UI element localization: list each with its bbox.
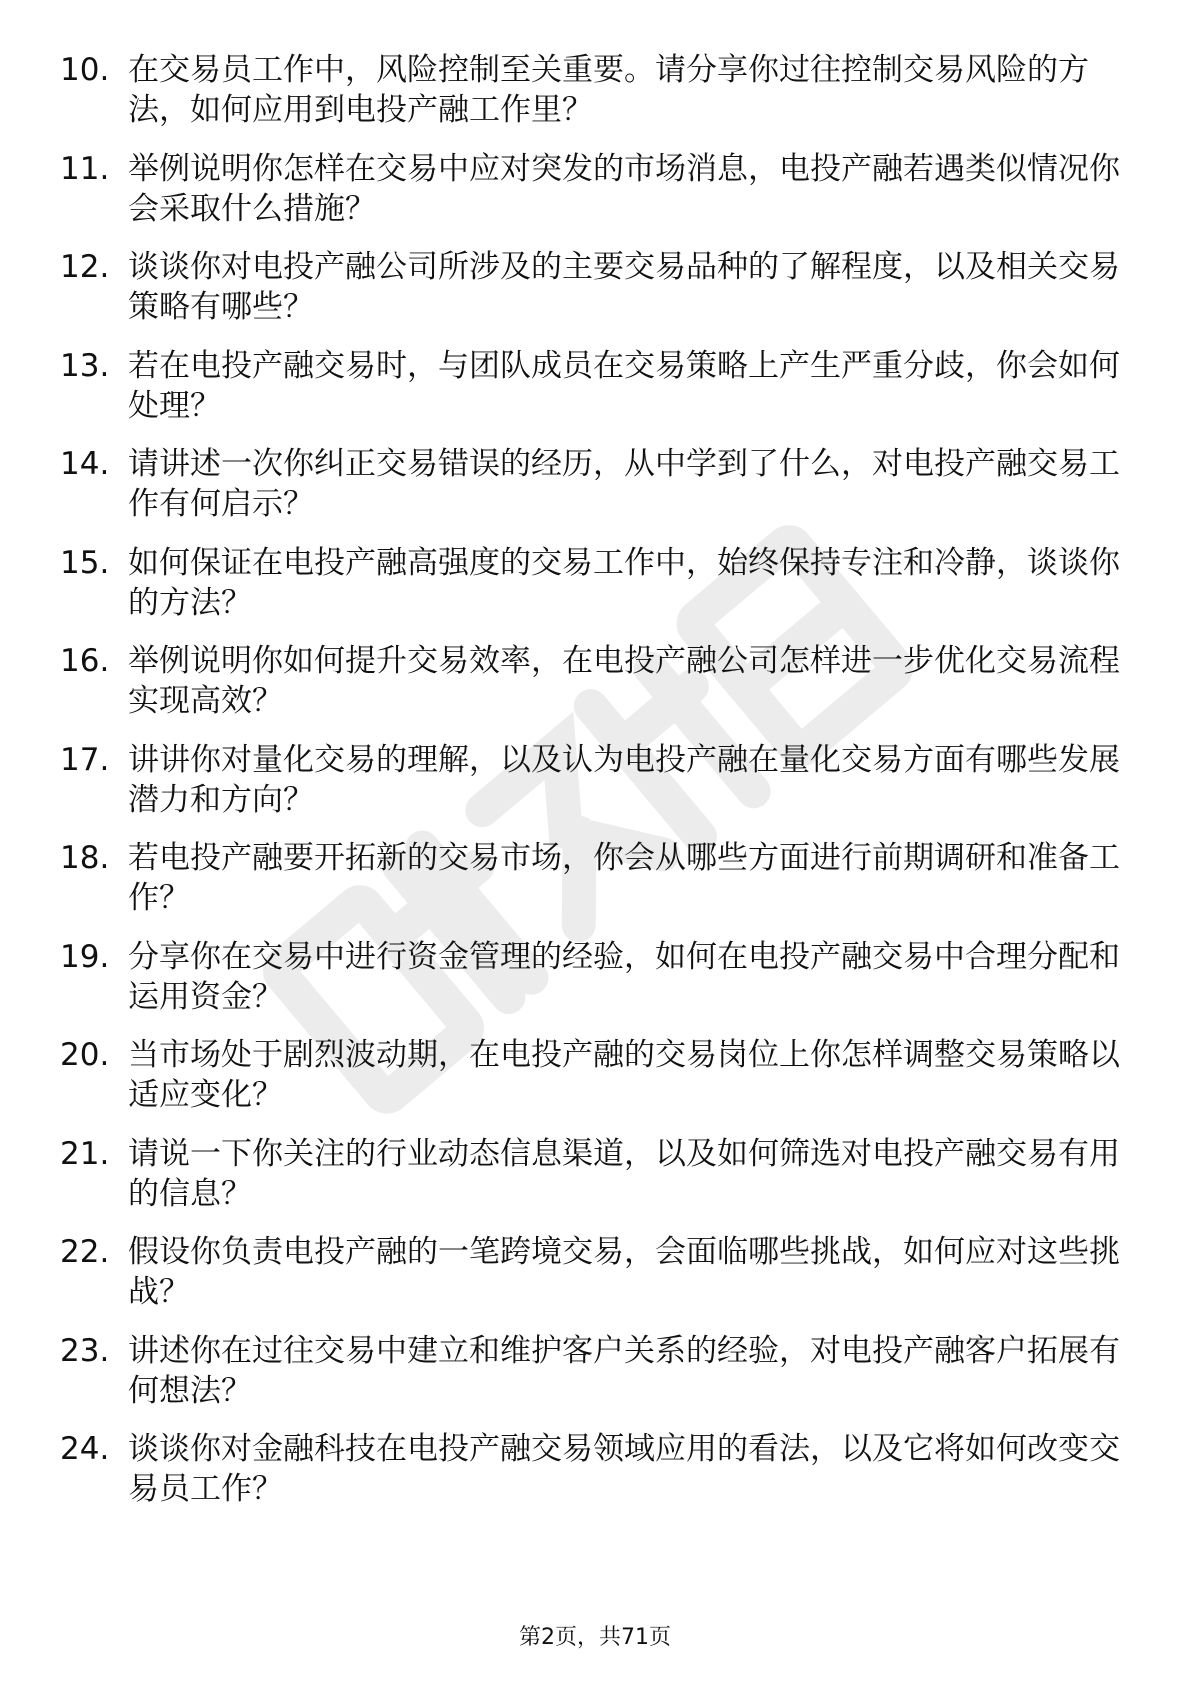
question-item — [60, 937, 1120, 1017]
question-number: 24. — [60, 1431, 110, 1467]
question-item — [60, 641, 1120, 721]
question-text: 若在电投产融交易时，与团队成员在交易策略上产生严重分歧，你会如何处理？ — [128, 347, 1120, 424]
question-item — [60, 740, 1120, 820]
question-number: 17. — [60, 741, 110, 778]
question-item — [60, 543, 1120, 623]
question-number: 13. — [60, 347, 110, 384]
question-number: 18. — [60, 840, 110, 876]
question-item — [60, 838, 1120, 918]
question-item — [60, 247, 1120, 327]
question-number: 11. — [60, 150, 110, 187]
question-text: 请讲述一次你纠正交易错误的经历，从中学到了什么，对电投产融交易工作有何启示？ — [128, 446, 1120, 522]
question-list — [60, 50, 1120, 1528]
question-item — [60, 1331, 1120, 1411]
question-number: 12. — [60, 249, 110, 285]
question-item — [60, 149, 1120, 229]
question-item — [60, 1429, 1120, 1509]
question-number: 16. — [60, 643, 110, 679]
question-text: 在交易员工作中，风险控制至关重要。请分享你过往控制交易风险的方法，如何应用到电投产融工作里？ — [128, 52, 1089, 128]
question-item — [60, 1134, 1120, 1214]
question-item — [60, 50, 1120, 130]
question-text: 谈谈你对金融科技在电投产融交易领域应用的看法，以及它将如何改变交易员工作？ — [128, 1431, 1120, 1507]
question-item — [60, 444, 1120, 524]
question-text: 举例说明你怎样在交易中应对突发的市场消息，电投产融若遇类似情况你会采取什么措施？ — [128, 150, 1120, 227]
question-number: 21. — [60, 1135, 110, 1172]
question-number: 22. — [60, 1234, 110, 1270]
question-text: 举例说明你如何提升交易效率，在电投产融公司怎样进一步优化交易流程实现高效？ — [128, 643, 1120, 719]
question-text: 若电投产融要开拓新的交易市场，你会从哪些方面进行前期调研和准备工作？ — [128, 840, 1120, 916]
question-number: 14. — [60, 446, 110, 482]
question-number: 15. — [60, 544, 110, 581]
question-text: 请说一下你关注的行业动态信息渠道，以及如何筛选对电投产融交易有用的信息？ — [128, 1135, 1120, 1212]
question-number: 10. — [60, 52, 110, 88]
question-item — [60, 1035, 1120, 1115]
question-text: 讲讲你对量化交易的理解，以及认为电投产融在量化交易方面有哪些发展潜力和方向？ — [128, 741, 1120, 818]
page-number-label: 第2页，共71页 — [519, 1625, 671, 1650]
question-item — [60, 346, 1120, 426]
page-footer — [0, 1620, 1190, 1651]
question-text: 谈谈你对电投产融公司所涉及的主要交易品种的了解程度，以及相关交易策略有哪些？ — [128, 249, 1120, 325]
question-text: 如何保证在电投产融高强度的交易工作中，始终保持专注和冷静，谈谈你的方法？ — [128, 544, 1120, 621]
question-text: 分享你在交易中进行资金管理的经验，如何在电投产融交易中合理分配和运用资金？ — [128, 938, 1120, 1015]
question-item — [60, 1232, 1120, 1312]
question-text: 当市场处于剧烈波动期，在电投产融的交易岗位上你怎样调整交易策略以适应变化？ — [128, 1037, 1120, 1113]
question-text: 讲述你在过往交易中建立和维护客户关系的经验，对电投产融客户拓展有何想法？ — [128, 1332, 1120, 1409]
question-number: 23. — [60, 1332, 110, 1369]
question-number: 20. — [60, 1037, 110, 1073]
question-number: 19. — [60, 938, 110, 975]
question-text: 假设你负责电投产融的一笔跨境交易，会面临哪些挑战，如何应对这些挑战？ — [128, 1234, 1120, 1310]
